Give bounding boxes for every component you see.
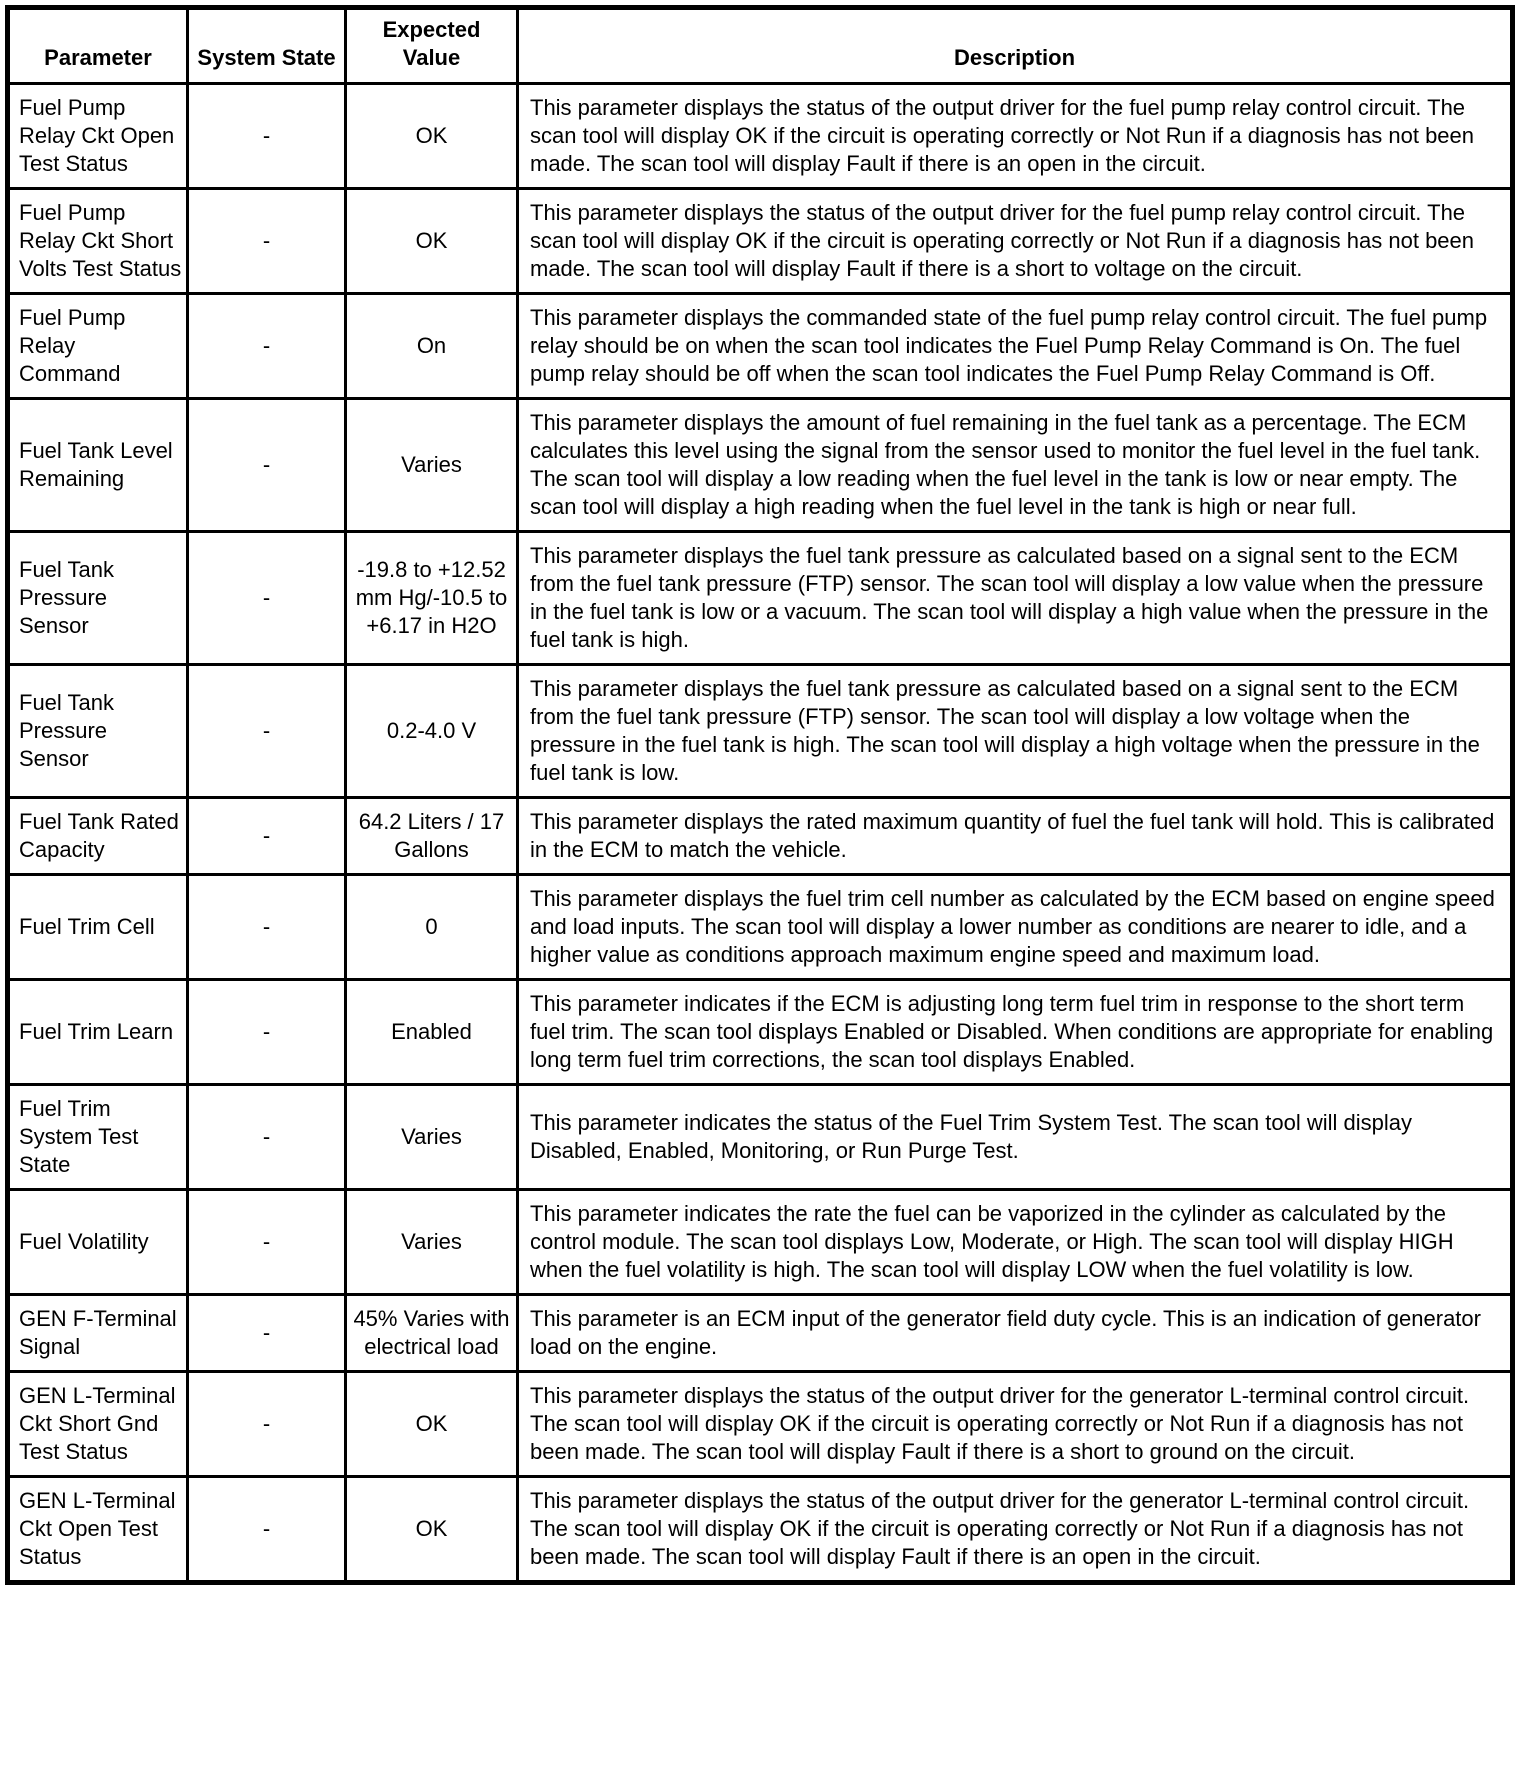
expected-value-cell: 45% Varies with electrical load [346,1295,518,1372]
parameter-cell: Fuel Trim Cell [8,875,188,980]
description-cell: This parameter displays the commanded state of the fuel pump relay control circuit. The fuel pump relay should be on when the scan tool indicates the Fuel Pump Relay Command is On. The fuel pump relay should be off when the scan tool indicates the Fuel Pump Relay Command is Off. [518,294,1513,399]
system-state-cell: - [188,1085,346,1190]
parameter-cell: Fuel Volatility [8,1190,188,1295]
description-cell: This parameter indicates the status of the Fuel Trim System Test. The scan tool will display Disabled, Enabled, Monitoring, or Run Purge Test. [518,1085,1513,1190]
table-body [8,84,1513,1583]
header-system-state: System State [188,8,346,84]
table-row [8,1085,1513,1190]
parameter-cell: Fuel Tank Rated Capacity [8,798,188,875]
description-cell: This parameter indicates if the ECM is adjusting long term fuel trim in response to the short term fuel trim. The scan tool displays Enabled or Disabled. When conditions are appropriate for enabling long term fuel trim corrections, the scan tool displays Enabled. [518,980,1513,1085]
system-state-cell: - [188,980,346,1085]
description-cell: This parameter displays the fuel tank pressure as calculated based on a signal sent to the ECM from the fuel tank pressure (FTP) sensor. The scan tool will display a low voltage when the pressure in the fuel tank is high. The scan tool will display a high voltage when the pressure in the fuel tank is low. [518,665,1513,798]
parameter-cell: Fuel Trim Learn [8,980,188,1085]
expected-value-cell: -19.8 to +12.52 mm Hg/-10.5 to +6.17 in H2O [346,532,518,665]
expected-value-cell: Varies [346,1190,518,1295]
table-row [8,1295,1513,1372]
description-cell: This parameter displays the fuel tank pressure as calculated based on a signal sent to the ECM from the fuel tank pressure (FTP) sensor. The scan tool will display a low value when the pressure in the fuel tank is low or a vacuum. The scan tool will display a high value when the pressure in the fuel tank is high. [518,532,1513,665]
description-cell: This parameter displays the status of the output driver for the generator L-terminal control circuit. The scan tool will display OK if the circuit is operating correctly or Not Run if a diagnosis has not been made. The scan tool will display Fault if there is a short to ground on the circuit. [518,1372,1513,1477]
system-state-cell: - [188,532,346,665]
description-cell: This parameter displays the fuel trim cell number as calculated by the ECM based on engine speed and load inputs. The scan tool will display a lower number as conditions are nearer to idle, and a higher value as conditions approach maximum engine speed and maximum load. [518,875,1513,980]
table-row [8,189,1513,294]
parameter-cell: GEN L-Terminal Ckt Open Test Status [8,1477,188,1583]
parameter-cell: Fuel Tank Level Remaining [8,399,188,532]
expected-value-cell: OK [346,1372,518,1477]
expected-value-cell: Enabled [346,980,518,1085]
table-row [8,665,1513,798]
table-row [8,294,1513,399]
description-cell: This parameter indicates the rate the fuel can be vaporized in the cylinder as calculated by the control module. The scan tool displays Low, Moderate, or High. The scan tool will display HIGH when the fuel volatility is high. The scan tool will display LOW when the fuel volatility is low. [518,1190,1513,1295]
parameter-cell: Fuel Trim System Test State [8,1085,188,1190]
system-state-cell: - [188,189,346,294]
description-cell: This parameter displays the amount of fuel remaining in the fuel tank as a percentage. The ECM calculates this level using the signal from the sensor used to monitor the fuel level in the fuel tank. The scan tool will display a low reading when the fuel level in the tank is low or near empty. The scan tool will display a high reading when the fuel level in the tank is high or near full. [518,399,1513,532]
header-parameter: Parameter [8,8,188,84]
expected-value-cell: OK [346,84,518,189]
system-state-cell: - [188,1295,346,1372]
system-state-cell: - [188,665,346,798]
expected-value-cell: OK [346,1477,518,1583]
description-cell: This parameter displays the status of the output driver for the fuel pump relay control circuit. The scan tool will display OK if the circuit is operating correctly or Not Run if a diagnosis has not been made. The scan tool will display Fault if there is an open in the circuit. [518,84,1513,189]
description-cell: This parameter displays the rated maximum quantity of fuel the fuel tank will hold. This is calibrated in the ECM to match the vehicle. [518,798,1513,875]
table-row [8,399,1513,532]
table-row [8,84,1513,189]
table-row [8,1190,1513,1295]
description-cell: This parameter is an ECM input of the generator field duty cycle. This is an indication of generator load on the engine. [518,1295,1513,1372]
expected-value-cell: OK [346,189,518,294]
header-description: Description [518,8,1513,84]
header-expected-value: Expected Value [346,8,518,84]
expected-value-cell: 0.2-4.0 V [346,665,518,798]
scan-tool-parameter-table [5,5,1515,1585]
parameter-cell: GEN L-Terminal Ckt Short Gnd Test Status [8,1372,188,1477]
system-state-cell: - [188,399,346,532]
parameter-cell: Fuel Pump Relay Ckt Open Test Status [8,84,188,189]
parameter-cell: GEN F-Terminal Signal [8,1295,188,1372]
table-row [8,1477,1513,1583]
system-state-cell: - [188,798,346,875]
table-row [8,798,1513,875]
description-cell: This parameter displays the status of the output driver for the fuel pump relay control circuit. The scan tool will display OK if the circuit is operating correctly or Not Run if a diagnosis has not been made. The scan tool will display Fault if there is a short to voltage on the circuit. [518,189,1513,294]
system-state-cell: - [188,875,346,980]
expected-value-cell: On [346,294,518,399]
system-state-cell: - [188,1477,346,1583]
parameter-cell: Fuel Tank Pressure Sensor [8,665,188,798]
table-header-row [8,8,1513,84]
parameter-cell: Fuel Pump Relay Command [8,294,188,399]
table-row [8,980,1513,1085]
system-state-cell: - [188,1190,346,1295]
system-state-cell: - [188,294,346,399]
expected-value-cell: 64.2 Liters / 17 Gallons [346,798,518,875]
table-row [8,875,1513,980]
expected-value-cell: Varies [346,399,518,532]
table-row [8,1372,1513,1477]
system-state-cell: - [188,84,346,189]
parameter-cell: Fuel Tank Pressure Sensor [8,532,188,665]
expected-value-cell: 0 [346,875,518,980]
description-cell: This parameter displays the status of the output driver for the generator L-terminal control circuit. The scan tool will display OK if the circuit is operating correctly or Not Run if a diagnosis has not been made. The scan tool will display Fault if there is an open in the circuit. [518,1477,1513,1583]
table-row [8,532,1513,665]
parameter-cell: Fuel Pump Relay Ckt Short Volts Test Status [8,189,188,294]
expected-value-cell: Varies [346,1085,518,1190]
system-state-cell: - [188,1372,346,1477]
